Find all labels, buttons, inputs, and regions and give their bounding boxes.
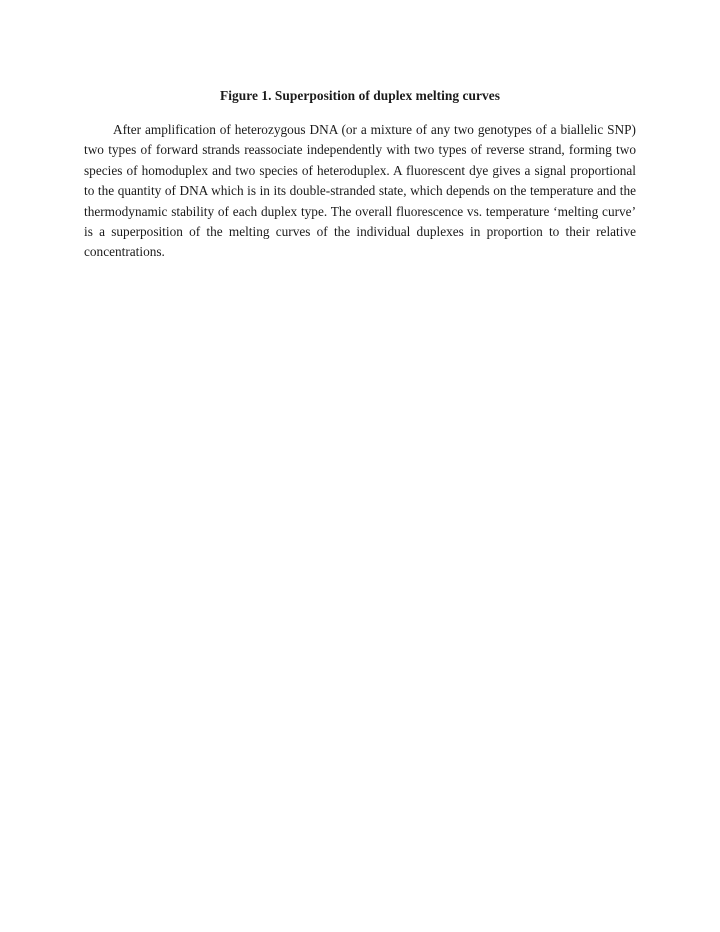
body-paragraph: After amplification of heterozygous DNA (or a mixture of any two genotypes of a biallelic SNP) two types of forward strands reassociate independently with two types of reverse strand, forming two species of homoduplex and two species of heteroduplex. A fluorescent dye gives a signal proportional to the quantity of DNA which is in its double-stranded state, which depends on the temperature and the thermodynamic stability of each duplex type. The overall fluorescence vs. temperature ‘melting curve’ is a superposition of the melting curves of the individual duplexes in proportion to their relative concentrations.	[84, 122, 636, 260]
figure-caption: Figure 1. Superposition of duplex melting curves	[219, 88, 501, 103]
